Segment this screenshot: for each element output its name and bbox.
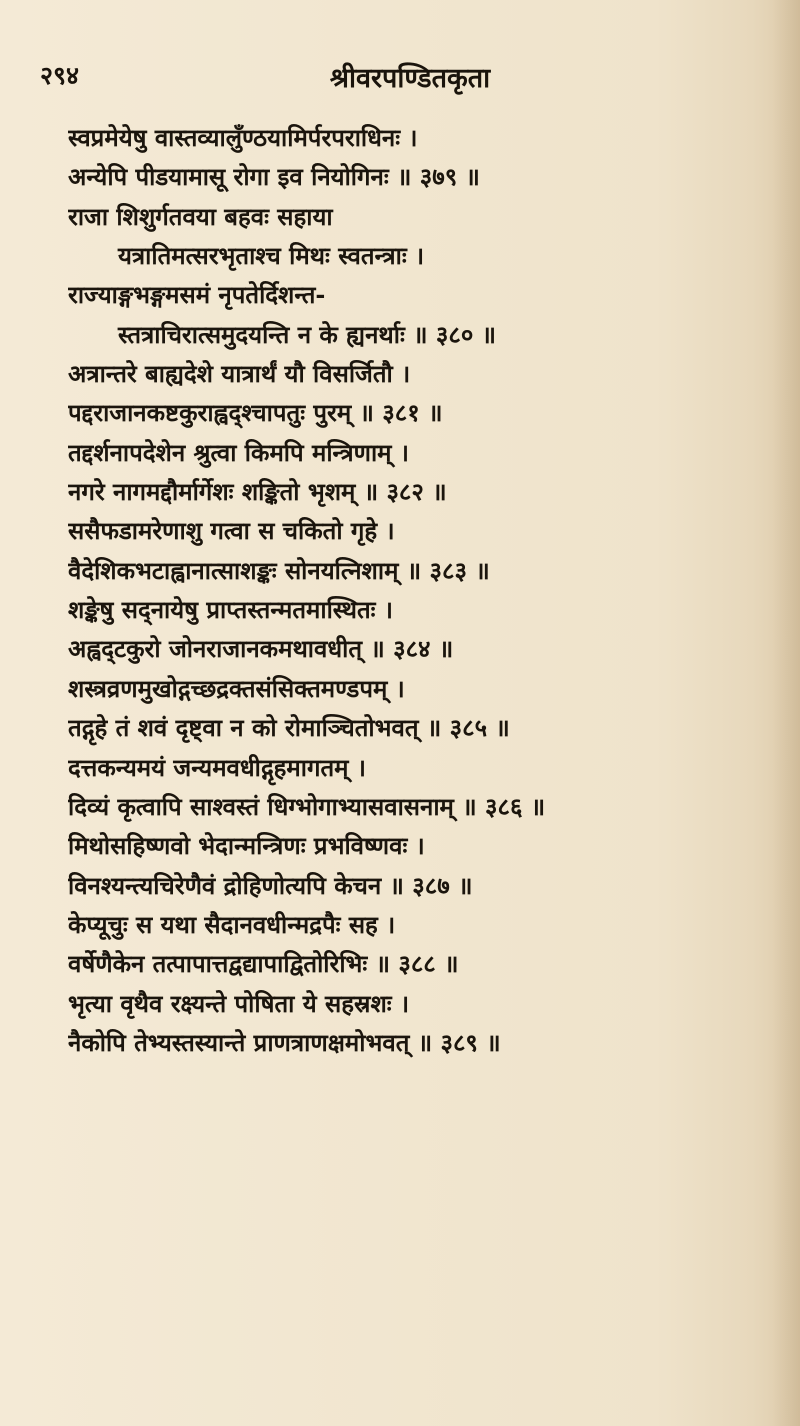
verse-line: अह्वद्टकुरो जोनराजानकमथावधीत् ॥ ३८४ ॥ <box>68 634 454 664</box>
verse-line: वैदेशिकभटाह्वानात्साशङ्कः सोनयत्निशाम् ॥ ३८३ ॥ <box>68 555 490 585</box>
verse-line: शङ्केषु सद्नायेषु प्राप्तस्तन्मतमास्थितः । <box>68 595 393 625</box>
verse-line: विनश्यन्त्यचिरेणैवं द्रोहिणोत्यपि केचन ॥ ३८७ ॥ <box>68 870 473 900</box>
verse-line: वर्षेणैकेन तत्पापात्तद्वद्यापाद्वितोरिभिः ॥ ३८८ ॥ <box>68 949 459 979</box>
verse-line: नगरे नागमद्दौर्मार्गेशः शङ्कितो भृशम् ॥ ३८२ ॥ <box>68 477 447 507</box>
verse-line: भृत्या वृथैव रक्ष्यन्ते पोषिता ये सहस्रशः । <box>68 988 410 1018</box>
verse-line: दिव्यं कृत्वापि साश्वस्तं धिग्भोगाभ्यासवासनाम् ॥ ३८६ ॥ <box>68 791 546 821</box>
verse-line: ससैफडामरेणाशु गत्वा स चकितो गृहे । <box>68 516 395 546</box>
verse-line: नैकोपि तेभ्यस्तस्यान्ते प्राणत्राणक्षमोभवत् ॥ ३८९ ॥ <box>68 1027 501 1057</box>
verse-line: पद्दराजानकष्टकुराह्वद्श्चापतुः पुरम् ॥ ३८१ ॥ <box>68 398 443 428</box>
verse-line: राजा शिशुर्गतवया बहवः सहाया <box>68 201 333 231</box>
verse-line: यत्रातिमत्सरभृताश्च मिथः स्वतन्त्राः । <box>118 241 425 271</box>
verse-line: अन्येपि पीडयामासू रोगा इव नियोगिनः ॥ ३७९ ॥ <box>68 162 480 192</box>
verse-line: तद्दर्शनापदेशेन श्रुत्वा किमपि मन्त्रिणाम् । <box>68 437 409 467</box>
verse-line: राज्याङ्गभङ्गमसमं नृपतेर्दिशन्त- <box>68 280 326 310</box>
verse-line: स्तत्राचिरात्समुदयन्ति न के ह्यनर्थाः ॥ ३८० ॥ <box>118 319 497 349</box>
page-edge-shadow <box>772 0 800 1426</box>
verse-line: अत्रान्तरे बाह्यदेशे यात्रार्थं यौ विसर्जितौ । <box>68 359 411 389</box>
verse-line: तद्गृहे तं शवं दृष्ट्वा न को रोमाञ्चितोभवत् ॥ ३८५ ॥ <box>68 713 510 743</box>
verse-line: मिथोसहिष्णवो भेदान्मन्त्रिणः प्रभविष्णवः । <box>68 831 425 861</box>
verse-line: दत्तकन्यमयं जन्यमवधीद्गृहमागतम् । <box>68 752 366 782</box>
verse-line: केप्यूचुः स यथा सैदानवधीन्मद्रपैः सह । <box>68 909 396 939</box>
verse-line: शस्त्रव्रणमुखोद्गच्छद्रक्तसंसिक्तमण्डपम् । <box>68 673 405 703</box>
page-header <box>40 58 740 98</box>
verse-body <box>68 118 768 1062</box>
running-title: श्रीवरपण्डितकृता <box>329 63 491 94</box>
page-number: २९४ <box>40 61 80 90</box>
verse-line: स्वप्रमेयेषु वास्तव्यालुँण्ठयामिर्परपराधिनः । <box>68 123 418 152</box>
